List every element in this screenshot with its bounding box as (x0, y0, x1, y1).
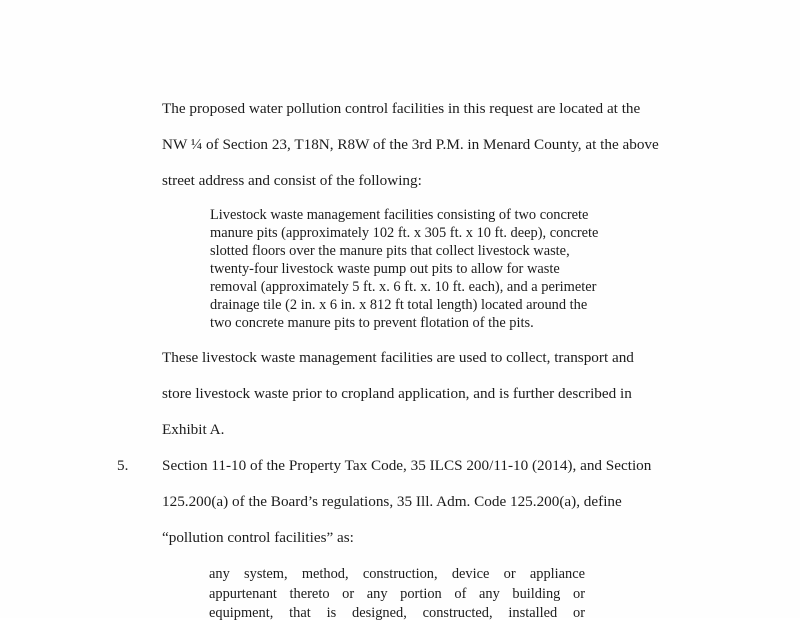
definition-quote (209, 565, 585, 624)
facilities-block (210, 206, 630, 332)
facilities-line-6: drainage tile (2 in. x 6 in. x 812 ft total length) located around the (210, 297, 588, 313)
intro-line-1: The proposed water pollution control facilities in this request are located at the (162, 100, 641, 117)
facilities-line-1: Livestock waste management facilities consisting of two concrete (210, 207, 589, 223)
section5-line-1: Section 11-10 of the Property Tax Code, 35 ILCS 200/11-10 (2014), and Section (162, 457, 652, 474)
usage-line-3: Exhibit A. (162, 421, 225, 438)
quote-line-3: equipment, that is designed, constructed, installed or (209, 605, 585, 621)
usage-line-2: store livestock waste prior to cropland application, and is further described in (162, 385, 632, 402)
intro-line-3: street address and consist of the following: (162, 172, 422, 189)
section5-line-3: “pollution control facilities” as: (162, 529, 354, 546)
intro-line-2: NW ¼ of Section 23, T18N, R8W of the 3rd P.M. in Menard County, at the above (162, 136, 659, 153)
quote-line-1: any system, method, construction, device or appliance (209, 566, 585, 582)
facilities-line-2: manure pits (approximately 102 ft. x 305 ft. x 10 ft. deep), concrete (210, 225, 599, 241)
facilities-line-3: slotted floors over the manure pits that collect livestock waste, (210, 243, 570, 259)
section5-line-2: 125.200(a) of the Board’s regulations, 35 Ill. Adm. Code 125.200(a), define (162, 493, 622, 510)
facilities-line-7: two concrete manure pits to prevent flotation of the pits. (210, 315, 534, 331)
facilities-line-4: twenty-four livestock waste pump out pits to allow for waste (210, 261, 560, 277)
facilities-line-5: removal (approximately 5 ft. x. 6 ft. x. 10 ft. each), and a perimeter (210, 279, 597, 295)
usage-line-1: These livestock waste management facilities are used to collect, transport and (162, 349, 634, 366)
section-number: 5. (117, 457, 129, 474)
quote-line-2: appurtenant thereto or any portion of any building or (209, 585, 585, 602)
